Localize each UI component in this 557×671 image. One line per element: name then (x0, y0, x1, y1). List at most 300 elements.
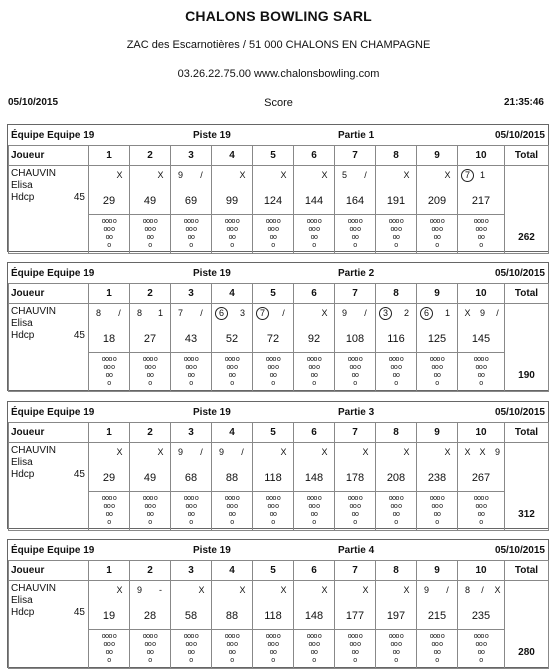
ball-mark: X (321, 447, 328, 457)
ball-mark: X (479, 447, 486, 457)
ball-mark (256, 169, 269, 182)
pin-diagram-cell (171, 630, 212, 669)
pins-icon: ooo o oo o oo o (388, 356, 404, 387)
ball-mark (338, 446, 351, 459)
frame-cell (376, 166, 417, 215)
frame-number: 1 (89, 561, 130, 581)
frame-number: 10 (458, 146, 505, 166)
pin-diagram-cell (458, 492, 505, 531)
total-column-header: Total (505, 423, 549, 443)
pin-diagram-cell (130, 353, 171, 392)
pins-icon: ooo o oo o oo o (429, 633, 445, 664)
pin-diagram-cell (335, 492, 376, 531)
pin-diagram-cell (130, 492, 171, 531)
frame-cell (335, 581, 376, 630)
pin-diagram-cell (417, 353, 458, 392)
pin-diagram-cell (376, 215, 417, 254)
frame-balls (253, 169, 293, 183)
print-date: 05/10/2015 (8, 97, 59, 108)
frame-number: 10 (458, 423, 505, 443)
handicap-value: 45 (73, 192, 85, 203)
running-score: 118 (264, 472, 282, 484)
pin-diagram-cell (171, 353, 212, 392)
running-score: 208 (386, 472, 406, 484)
game-total: 262 (505, 166, 549, 254)
pins-icon: ooo o oo o oo o (224, 218, 240, 249)
ball-mark: X (157, 170, 164, 180)
pin-diagram-cell (89, 630, 130, 669)
frame-number: 4 (212, 146, 253, 166)
pin-diagram-cell (376, 630, 417, 669)
frame-cell (130, 443, 171, 492)
frame-header-row (9, 146, 549, 166)
player-column-header: Joueur (9, 423, 89, 443)
frame-number: 5 (253, 146, 294, 166)
running-score: 92 (307, 333, 321, 345)
pin-diagram-cell (212, 492, 253, 531)
frame-balls (376, 584, 416, 598)
ball-mark: 1 (157, 308, 163, 318)
ball-mark (174, 584, 187, 597)
ball-mark (379, 584, 392, 597)
running-score: 58 (184, 610, 198, 622)
player-cell (9, 443, 89, 531)
pins-icon: ooo o oo o oo o (347, 218, 363, 249)
ball-mark: 9 (218, 447, 224, 457)
frame-header-row (9, 423, 549, 443)
frame-balls (294, 169, 334, 183)
pins-icon: ooo o oo o oo o (101, 495, 117, 526)
player-firstname: Elisa (11, 457, 33, 468)
frame-balls (294, 584, 334, 598)
lane-label: Piste 19 (193, 268, 231, 279)
frame-balls (458, 169, 504, 183)
pins-icon: ooo o oo o oo o (429, 218, 445, 249)
ball-mark (338, 584, 351, 597)
pin-diagram-row (9, 630, 549, 669)
running-score: 178 (345, 472, 365, 484)
frame-cell (458, 443, 505, 492)
score-table (8, 145, 549, 254)
pins-icon: ooo o oo o oo o (101, 218, 117, 249)
frame-number: 7 (335, 146, 376, 166)
pin-diagram-cell (376, 353, 417, 392)
frame-cell (130, 304, 171, 353)
pin-diagram-cell (335, 215, 376, 254)
running-score: 118 (264, 610, 282, 622)
player-lastname: CHAUVIN (11, 445, 57, 456)
running-score: 235 (471, 610, 491, 622)
pin-diagram-cell (458, 630, 505, 669)
frame-cell (294, 443, 335, 492)
handicap-label: Hdcp (11, 330, 35, 341)
running-score: 99 (225, 195, 239, 207)
ball-mark: X (464, 308, 471, 318)
ball-mark: / (481, 585, 484, 595)
ball-mark (133, 446, 146, 459)
frame-cell (253, 581, 294, 630)
pin-diagram-cell (253, 215, 294, 254)
pins-icon: ooo o oo o oo o (183, 218, 199, 249)
frame-cell (212, 581, 253, 630)
ball-mark (420, 169, 433, 182)
frame-balls (376, 446, 416, 460)
ball-mark: X (239, 170, 246, 180)
frame-balls (376, 307, 416, 321)
running-score: 88 (225, 472, 239, 484)
running-score: 29 (102, 195, 116, 207)
game-card (7, 539, 549, 668)
frame-balls (130, 446, 170, 460)
ball-mark: / (200, 170, 203, 180)
running-score: 125 (427, 333, 447, 345)
handicap-label: Hdcp (11, 607, 35, 618)
player-column-header: Joueur (9, 284, 89, 304)
score-table (8, 560, 549, 669)
running-score: 116 (387, 333, 405, 345)
company-name: CHALONS BOWLING SARL (185, 8, 372, 24)
team-label: Équipe Equipe 19 (11, 130, 95, 141)
frame-cell (253, 304, 294, 353)
frame-number: 3 (171, 561, 212, 581)
running-score: 72 (266, 333, 280, 345)
frame-cell (253, 166, 294, 215)
frame-cell (458, 166, 505, 215)
frame-balls (130, 307, 170, 321)
ball-mark (92, 584, 105, 597)
ball-mark: 9 (341, 308, 347, 318)
pin-diagram-cell (212, 630, 253, 669)
frame-balls (335, 584, 375, 598)
frame-number: 7 (335, 284, 376, 304)
ball-mark: X (157, 447, 164, 457)
pin-diagram-cell (294, 630, 335, 669)
frame-balls (171, 584, 211, 598)
frame-number: 6 (294, 561, 335, 581)
pin-diagram-cell (89, 353, 130, 392)
pins-icon: ooo o oo o oo o (265, 356, 281, 387)
pins-icon: ooo o oo o oo o (224, 633, 240, 664)
running-score: 238 (427, 472, 447, 484)
game-date: 05/10/2015 (494, 407, 545, 418)
player-lastname: CHAUVIN (11, 583, 57, 594)
game-date: 05/10/2015 (494, 545, 545, 556)
pins-icon: ooo o oo o oo o (101, 633, 117, 664)
ball-mark (297, 169, 310, 182)
ball-mark: X (321, 308, 328, 318)
frame-balls (417, 446, 457, 460)
frame-number: 9 (417, 146, 458, 166)
frame-balls (253, 584, 293, 598)
game-date: 05/10/2015 (494, 130, 545, 141)
frame-number: 8 (376, 284, 417, 304)
ball-mark: / (200, 447, 203, 457)
pin-diagram-cell (253, 492, 294, 531)
frame-number: 6 (294, 284, 335, 304)
frame-number: 2 (130, 284, 171, 304)
player-cell (9, 304, 89, 392)
ball-mark: 5 (341, 170, 347, 180)
pin-diagram-cell (130, 215, 171, 254)
pins-icon: ooo o oo o oo o (265, 633, 281, 664)
ball-mark: / (118, 308, 121, 318)
score-row (9, 166, 549, 215)
frame-balls (171, 446, 211, 460)
ball-mark: 1 (479, 170, 485, 180)
ball-mark (420, 446, 433, 459)
pin-diagram-cell (171, 215, 212, 254)
ball-mark (256, 446, 269, 459)
pins-icon: ooo o oo o oo o (183, 356, 199, 387)
ball-mark: 9 (177, 447, 183, 457)
ball-mark: 9 (136, 585, 142, 595)
running-score: 145 (471, 333, 491, 345)
game-card (7, 401, 549, 529)
ball-mark: 7 (177, 308, 183, 318)
ball-mark: X (321, 170, 328, 180)
frame-cell (294, 581, 335, 630)
pin-diagram-cell (417, 492, 458, 531)
ball-mark: / (200, 308, 203, 318)
pins-icon: ooo o oo o oo o (388, 633, 404, 664)
pin-diagram-cell (171, 492, 212, 531)
pin-diagram-cell (212, 215, 253, 254)
frame-number: 5 (253, 284, 294, 304)
lane-label: Piste 19 (193, 407, 231, 418)
running-score: 28 (143, 610, 157, 622)
ball-mark: X (403, 585, 410, 595)
ball-mark: X (198, 585, 205, 595)
ball-mark: 8 (95, 308, 101, 318)
pins-icon: ooo o oo o oo o (101, 356, 117, 387)
frame-balls (89, 307, 129, 321)
ball-mark: 9 (494, 447, 500, 457)
game-total: 312 (505, 443, 549, 531)
running-score: 164 (345, 195, 365, 207)
frame-balls (376, 169, 416, 183)
running-score: 267 (471, 472, 491, 484)
score-table (8, 422, 549, 531)
pins-icon: ooo o oo o oo o (142, 356, 158, 387)
frame-number: 5 (253, 561, 294, 581)
running-score: 69 (184, 195, 198, 207)
frame-cell (294, 304, 335, 353)
pin-diagram-row (9, 492, 549, 531)
ball-mark: / (364, 170, 367, 180)
handicap-value: 45 (73, 607, 85, 618)
frame-balls (89, 446, 129, 460)
ball-mark (379, 169, 392, 182)
frame-number: 8 (376, 561, 417, 581)
ball-mark (297, 584, 310, 597)
frame-cell (89, 166, 130, 215)
ball-mark: 9 (479, 308, 485, 318)
frame-balls (212, 584, 252, 598)
ball-mark: 7 (461, 169, 474, 182)
game-header (8, 263, 548, 283)
frame-number: 10 (458, 284, 505, 304)
frame-number: 6 (294, 146, 335, 166)
ball-mark: X (116, 447, 123, 457)
ball-mark: / (446, 585, 449, 595)
ball-mark: X (444, 447, 451, 457)
game-header (8, 125, 548, 145)
frame-header-row (9, 561, 549, 581)
pin-diagram-cell (89, 492, 130, 531)
document-label: Score (264, 97, 293, 109)
pin-diagram-cell (130, 630, 171, 669)
ball-mark (215, 584, 228, 597)
running-score: 144 (304, 195, 324, 207)
pins-icon: ooo o oo o oo o (473, 218, 489, 249)
frame-number: 5 (253, 423, 294, 443)
player-firstname: Elisa (11, 180, 33, 191)
score-table (8, 283, 549, 392)
game-header (8, 402, 548, 422)
pin-diagram-cell (458, 215, 505, 254)
game-number: Partie 1 (338, 130, 375, 141)
pins-icon: ooo o oo o oo o (142, 633, 158, 664)
frame-cell (171, 304, 212, 353)
ball-mark (256, 584, 269, 597)
frame-number: 3 (171, 423, 212, 443)
frame-header-row (9, 284, 549, 304)
running-score: 209 (427, 195, 447, 207)
pin-diagram-row (9, 353, 549, 392)
team-label: Équipe Equipe 19 (11, 268, 95, 279)
frame-cell (376, 443, 417, 492)
pins-icon: ooo o oo o oo o (388, 218, 404, 249)
frame-balls (335, 307, 375, 321)
frame-balls (458, 307, 504, 321)
frame-balls (335, 169, 375, 183)
pin-diagram-cell (417, 215, 458, 254)
frame-number: 4 (212, 423, 253, 443)
running-score: 43 (184, 333, 198, 345)
ball-mark (92, 169, 105, 182)
running-score: 88 (225, 610, 239, 622)
ball-mark: / (241, 447, 244, 457)
ball-mark (92, 446, 105, 459)
game-number: Partie 3 (338, 407, 375, 418)
frame-balls (458, 446, 504, 460)
frame-balls (294, 307, 334, 321)
frame-cell (335, 443, 376, 492)
frame-number: 4 (212, 561, 253, 581)
pin-diagram-cell (253, 353, 294, 392)
frame-number: 6 (294, 423, 335, 443)
player-firstname: Elisa (11, 318, 33, 329)
frame-number: 4 (212, 284, 253, 304)
ball-mark: X (116, 585, 123, 595)
pins-icon: ooo o oo o oo o (224, 356, 240, 387)
pins-icon: ooo o oo o oo o (306, 356, 322, 387)
handicap-value: 45 (73, 330, 85, 341)
frame-number: 3 (171, 284, 212, 304)
ball-mark: / (282, 308, 285, 318)
ball-mark: X (280, 585, 287, 595)
total-column-header: Total (505, 146, 549, 166)
pin-diagram-cell (417, 630, 458, 669)
lane-label: Piste 19 (193, 130, 231, 141)
ball-mark: X (403, 447, 410, 457)
pins-icon: ooo o oo o oo o (142, 218, 158, 249)
frame-balls (417, 584, 457, 598)
ball-mark (297, 307, 310, 320)
pins-icon: ooo o oo o oo o (473, 633, 489, 664)
pin-diagram-cell (294, 215, 335, 254)
running-score: 217 (471, 195, 491, 207)
frame-number: 10 (458, 561, 505, 581)
frame-cell (89, 304, 130, 353)
frame-number: 8 (376, 423, 417, 443)
frame-cell (212, 443, 253, 492)
game-card (7, 262, 549, 391)
game-date: 05/10/2015 (494, 268, 545, 279)
pin-diagram-cell (335, 353, 376, 392)
score-row (9, 443, 549, 492)
total-column-header: Total (505, 284, 549, 304)
pins-icon: ooo o oo o oo o (473, 356, 489, 387)
pin-diagram-cell (294, 492, 335, 531)
running-score: 177 (345, 610, 365, 622)
player-cell (9, 581, 89, 669)
player-lastname: CHAUVIN (11, 168, 57, 179)
score-row (9, 304, 549, 353)
frame-cell (335, 304, 376, 353)
frame-number: 9 (417, 561, 458, 581)
handicap-value: 45 (73, 469, 85, 480)
pins-icon: ooo o oo o oo o (306, 633, 322, 664)
frame-cell (458, 304, 505, 353)
frame-cell (130, 581, 171, 630)
pins-icon: ooo o oo o oo o (306, 495, 322, 526)
pins-icon: ooo o oo o oo o (183, 633, 199, 664)
pins-icon: ooo o oo o oo o (142, 495, 158, 526)
frame-cell (171, 443, 212, 492)
handicap-label: Hdcp (11, 469, 35, 480)
frame-number: 1 (89, 423, 130, 443)
running-score: 148 (304, 610, 324, 622)
frame-number: 2 (130, 146, 171, 166)
ball-mark: X (362, 447, 369, 457)
pins-icon: ooo o oo o oo o (429, 495, 445, 526)
ball-mark: X (321, 585, 328, 595)
ball-mark: 3 (379, 307, 392, 320)
pin-diagram-cell (335, 630, 376, 669)
frame-balls (171, 307, 211, 321)
pins-icon: ooo o oo o oo o (347, 356, 363, 387)
running-score: 148 (304, 472, 324, 484)
frame-balls (417, 169, 457, 183)
frame-cell (417, 581, 458, 630)
frame-number: 1 (89, 284, 130, 304)
frame-cell (212, 166, 253, 215)
ball-mark: X (280, 447, 287, 457)
ball-mark (297, 446, 310, 459)
ball-mark: / (496, 308, 499, 318)
company-contact: 03.26.22.75.00 www.chalonsbowling.com (177, 68, 380, 80)
game-header (8, 540, 548, 560)
pins-icon: ooo o oo o oo o (347, 633, 363, 664)
pins-icon: ooo o oo o oo o (306, 218, 322, 249)
running-score: 124 (263, 195, 283, 207)
pins-icon: ooo o oo o oo o (265, 218, 281, 249)
frame-balls (89, 584, 129, 598)
frame-number: 9 (417, 423, 458, 443)
frame-balls (89, 169, 129, 183)
frame-number: 7 (335, 561, 376, 581)
